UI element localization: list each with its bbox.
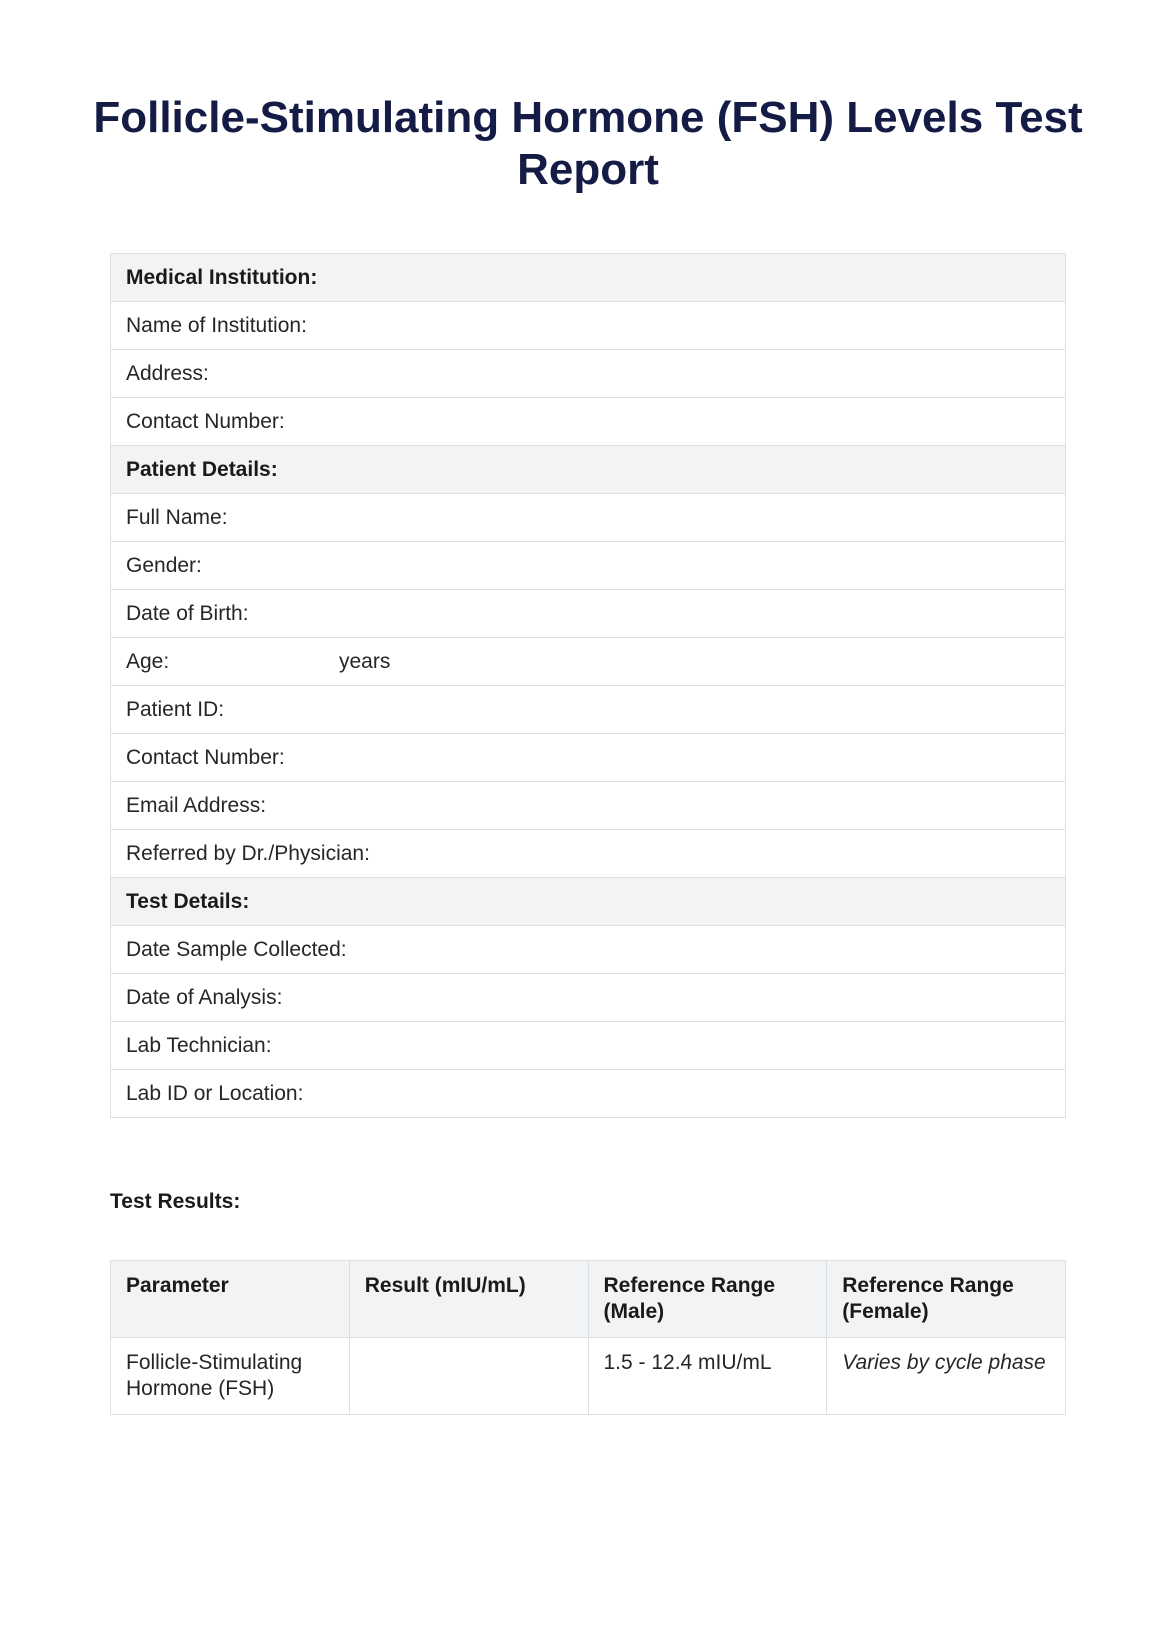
form-row [111, 590, 1066, 638]
form-row [111, 638, 1066, 686]
form-row [111, 1022, 1066, 1070]
form-row [111, 1070, 1066, 1118]
form-row [111, 542, 1066, 590]
form-row [111, 494, 1066, 542]
date-of-birth-field[interactable]: Date of Birth: [111, 590, 1066, 638]
date-sample-collected-field[interactable]: Date Sample Collected: [111, 926, 1066, 974]
form-row [111, 686, 1066, 734]
results-header-row [111, 1261, 1066, 1338]
form-row [111, 734, 1066, 782]
institution-contact-field[interactable]: Contact Number: [111, 398, 1066, 446]
column-header-result: Result (mIU/mL) [349, 1261, 588, 1338]
institution-name-field[interactable]: Name of Institution: [111, 302, 1066, 350]
test-details-heading: Test Details: [111, 878, 1066, 926]
test-results-heading: Test Results: [110, 1190, 241, 1213]
result-cell[interactable] [349, 1338, 588, 1415]
form-row [111, 974, 1066, 1022]
parameter-cell: Follicle-Stimulating Hormone (FSH) [111, 1338, 350, 1415]
gender-field[interactable]: Gender: [111, 542, 1066, 590]
ref-female-cell: Varies by cycle phase [827, 1338, 1066, 1415]
page-title: Follicle-Stimulating Hormone (FSH) Levels Test Report [93, 93, 1083, 194]
full-name-field[interactable]: Full Name: [111, 494, 1066, 542]
patient-info-table [110, 253, 1066, 1118]
medical-institution-heading: Medical Institution: [111, 254, 1066, 302]
form-row [111, 350, 1066, 398]
form-row [111, 302, 1066, 350]
section-header-row [111, 446, 1066, 494]
section-header-row [111, 254, 1066, 302]
form-row [111, 830, 1066, 878]
section-header-row [111, 878, 1066, 926]
column-header-ref-female: Reference Range (Female) [827, 1261, 1066, 1338]
age-field[interactable] [111, 638, 1066, 686]
lab-id-location-field[interactable]: Lab ID or Location: [111, 1070, 1066, 1118]
institution-address-field[interactable]: Address: [111, 350, 1066, 398]
age-label: Age: [126, 649, 170, 673]
test-results-table [110, 1260, 1066, 1415]
column-header-parameter: Parameter [111, 1261, 350, 1338]
form-row [111, 398, 1066, 446]
table-row [111, 1338, 1066, 1415]
age-unit: years [339, 649, 391, 673]
column-header-ref-male: Reference Range (Male) [588, 1261, 827, 1338]
ref-male-cell: 1.5 - 12.4 mIU/mL [588, 1338, 827, 1415]
form-row [111, 926, 1066, 974]
email-field[interactable]: Email Address: [111, 782, 1066, 830]
patient-details-heading: Patient Details: [111, 446, 1066, 494]
form-row [111, 782, 1066, 830]
lab-technician-field[interactable]: Lab Technician: [111, 1022, 1066, 1070]
patient-contact-field[interactable]: Contact Number: [111, 734, 1066, 782]
date-of-analysis-field[interactable]: Date of Analysis: [111, 974, 1066, 1022]
patient-id-field[interactable]: Patient ID: [111, 686, 1066, 734]
referred-by-field[interactable]: Referred by Dr./Physician: [111, 830, 1066, 878]
